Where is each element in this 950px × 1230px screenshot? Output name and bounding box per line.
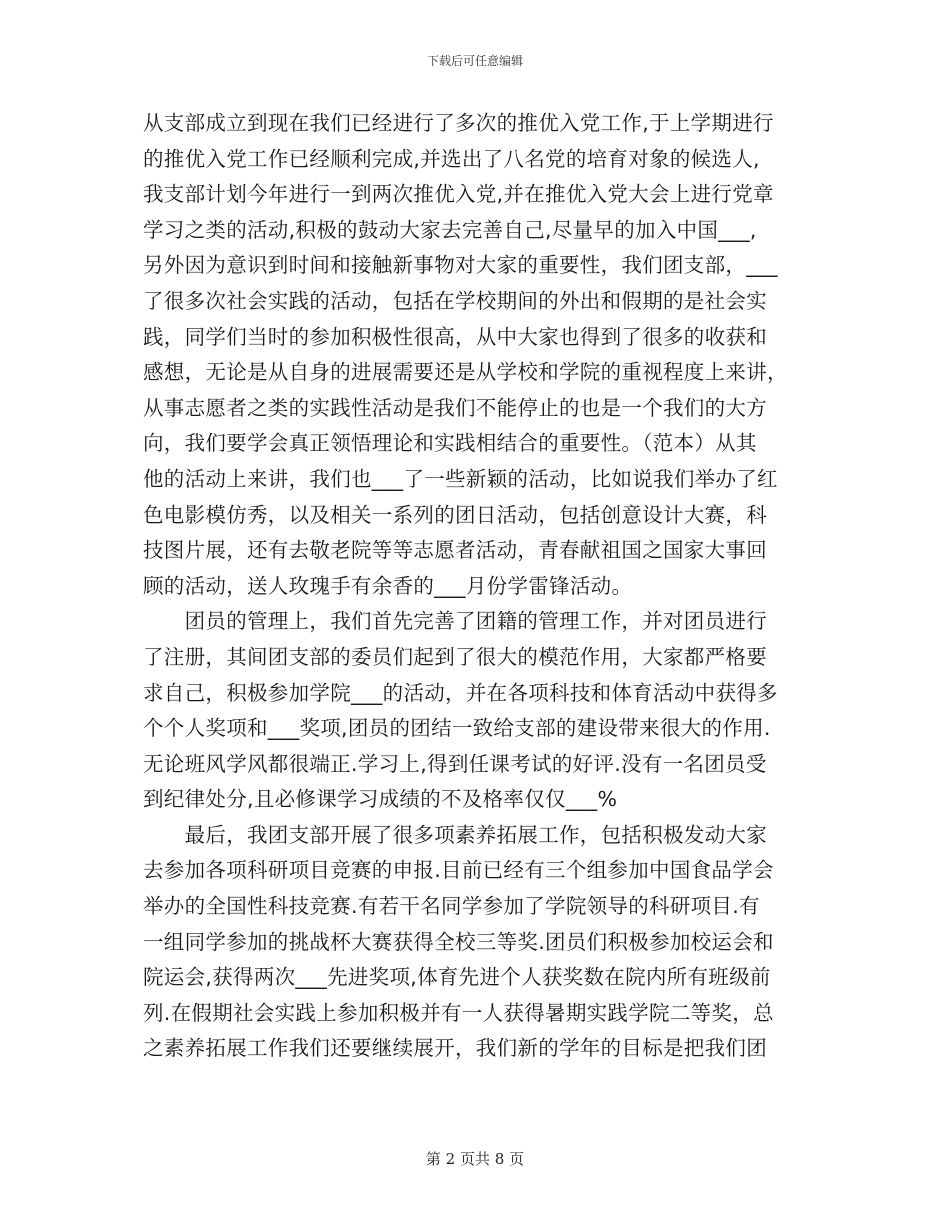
text-line: 技图片展，还有去敬老院等等志愿者活动，青春献祖国之国家大事回 <box>143 538 767 563</box>
text-line: 践，同学们当时的参加积极性很高，从中大家也得到了很多的收获和 <box>143 324 767 349</box>
text-line: 从支部成立到现在我们已经进行了多次的推优入党工作,于上学期进行 <box>143 111 774 135</box>
text-line: 求自己，积极参加学院___的活动，并在各项科技和体育活动中获得多 <box>143 680 778 705</box>
text-line: 了注册，其间团支部的委员们起到了很大的模范作用，大家都严格要 <box>143 644 767 669</box>
text-line: 举办的全国性科技竞赛.有若干名同学参加了学院领导的科研项目.有 <box>143 894 760 919</box>
text-line: 另外因为意识到时间和接触新事物对大家的重要性，我们团支部，___ <box>143 253 778 278</box>
text-line: 列.在假期社会实践上参加积极并有一人获得暑期实践学院二等奖，总 <box>143 1000 774 1025</box>
text-line: 到纪律处分,且必修课学习成绩的不及格率仅仅___% <box>143 787 618 812</box>
text-line: 他的活动上来讲，我们也___了一些新颖的活动，比如说我们举办了红 <box>143 466 778 491</box>
text-line: 从事志愿者之类的实践性活动是我们不能停止的也是一个我们的大方 <box>143 395 767 420</box>
text-line: 一组同学参加的挑战杯大赛获得全校三等奖.团员们积极参加校运会和 <box>143 929 774 954</box>
text-line: 无论班风学风都很端正.学习上,得到任课考试的好评.没有一名团员受 <box>143 751 767 776</box>
text-line: 我支部计划今年进行一到两次推优入党,并在推优入党大会上进行党章 <box>143 182 774 207</box>
text-line: 去参加各项科研项目竞赛的申报.目前已经有三个组参加中国食品学会 <box>143 858 774 883</box>
page-footer: 第 2 页共 8 页 <box>425 1150 525 1168</box>
text-line: 个个人奖项和___奖项,团员的团结一致给支部的建设带来很大的作用. <box>143 716 771 741</box>
page-header: 下载后可任意编辑 <box>426 54 523 68</box>
paragraph-1 <box>143 106 807 604</box>
text-line: 学习之类的活动,积极的鼓动大家去完善自己,尽量早的加入中国___, <box>143 217 757 242</box>
document-body <box>143 106 807 1067</box>
text-line: 感想，无论是从自身的进展需要还是从学校和学院的重视程度上来讲， <box>143 360 788 385</box>
text-line: 的推优入党工作已经顺利完成,并选出了八名党的培育对象的候选人, <box>143 146 760 171</box>
text-line: 向，我们要学会真正领悟理论和实践相结合的重要性。（范本）从其 <box>143 431 757 456</box>
text-line: 院运会,获得两次___先进奖项,体育先进个人获奖数在院内所有班级前 <box>143 965 771 990</box>
paragraph-2 <box>143 604 807 818</box>
text-line: 顾的活动，送人玫瑰手有余香的___月份学雷锋活动。 <box>143 573 633 598</box>
text-line: 之素养拓展工作我们还要继续展开，我们新的学年的目标是把我们团 <box>143 1036 767 1061</box>
text-line: 了很多次社会实践的活动，包括在学校期间的外出和假期的是社会实 <box>143 288 767 313</box>
text-line: 最后，我团支部开展了很多项素养拓展工作，包括积极发动大家 <box>143 822 767 847</box>
paragraph-3 <box>143 818 807 1067</box>
text-line: 团员的管理上，我们首先完善了团籍的管理工作，并对团员进行 <box>143 609 767 634</box>
text-line: 色电影模仿秀，以及相关一系列的团日活动，包括创意设计大赛，科 <box>143 502 767 527</box>
